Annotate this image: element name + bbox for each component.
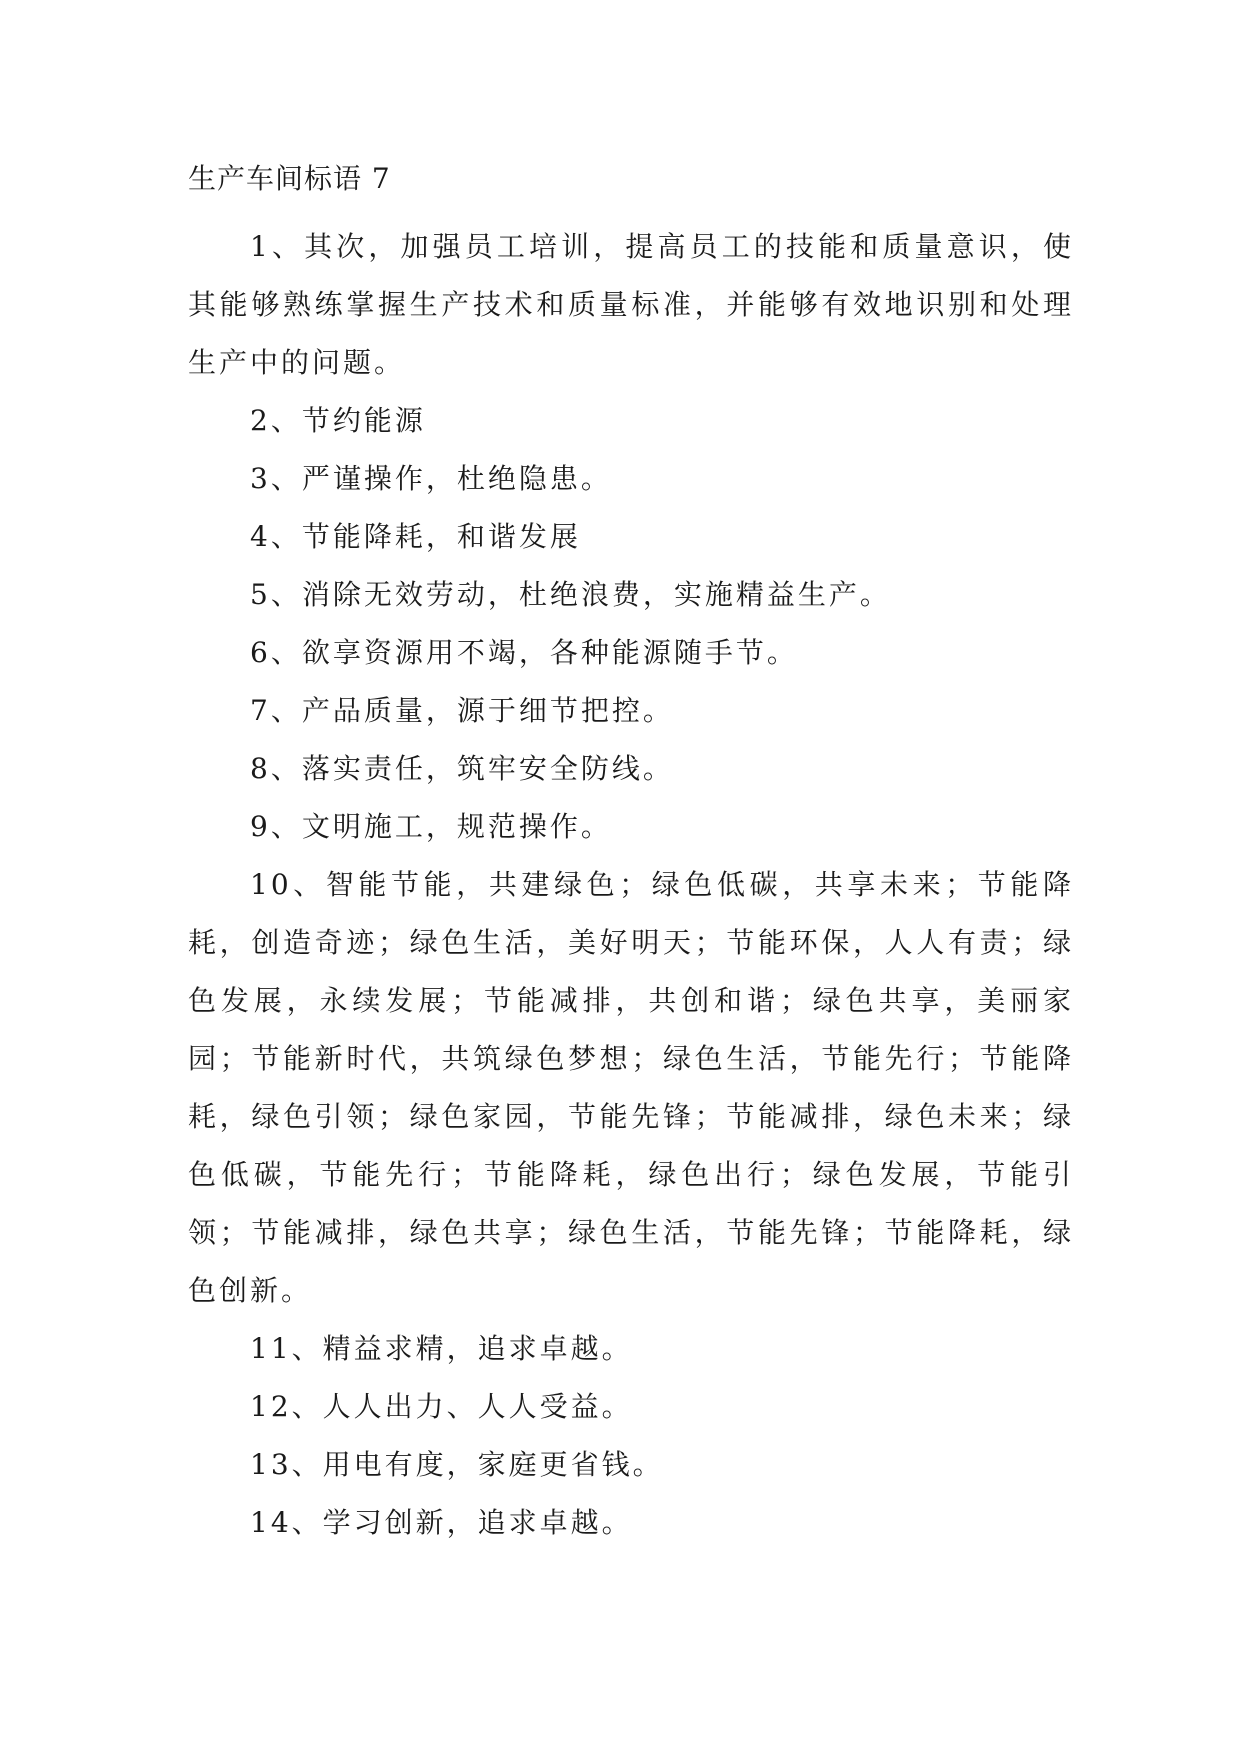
document-title: 生产车间标语 7 bbox=[188, 162, 391, 195]
paragraph-7: 7、产品质量，源于细节把控。 bbox=[250, 694, 674, 727]
paragraph-14: 14、学习创新，追求卓越。 bbox=[250, 1506, 633, 1539]
paragraph-10: 10、智能节能，共建绿色；绿色低碳，共享未来；节能降耗，创造奇迹；绿色生活，美好明天；节能环保，人人有责；绿色发展，永续发展；节能减排，共创和谐；绿色共享，美丽家园；节能新时代，共筑绿色梦想；绿色生活，节能先行；节能降耗，绿色引领；绿色家园，节能先锋；节能减排，绿色未来；绿色低碳，节能先行；节能降耗，绿色出行；绿色发展，节能引领；节能减排，绿色共享；绿色生活，节能先锋；节能降耗，绿色创新。 bbox=[188, 868, 1074, 1307]
paragraph-2: 2、节约能源 bbox=[250, 404, 426, 437]
paragraph-4: 4、节能降耗，和谐发展 bbox=[250, 520, 581, 553]
paragraph-1: 1、其次，加强员工培训，提高员工的技能和质量意识，使其能够熟练掌握生产技术和质量标准，并能够有效地识别和处理生产中的问题。 bbox=[188, 230, 1074, 379]
paragraph-13: 13、用电有度，家庭更省钱。 bbox=[250, 1448, 664, 1481]
paragraph-5: 5、消除无效劳动，杜绝浪费，实施精益生产。 bbox=[250, 578, 891, 611]
paragraph-9: 9、文明施工，规范操作。 bbox=[250, 810, 612, 843]
paragraph-3: 3、严谨操作，杜绝隐患。 bbox=[250, 462, 612, 495]
document-page bbox=[188, 160, 1074, 1552]
paragraph-8: 8、落实责任，筑牢安全防线。 bbox=[250, 752, 674, 785]
paragraph-11: 11、精益求精，追求卓越。 bbox=[250, 1332, 633, 1365]
paragraph-12: 12、人人出力、人人受益。 bbox=[250, 1390, 633, 1423]
paragraph-6: 6、欲享资源用不竭，各种能源随手节。 bbox=[250, 636, 798, 669]
